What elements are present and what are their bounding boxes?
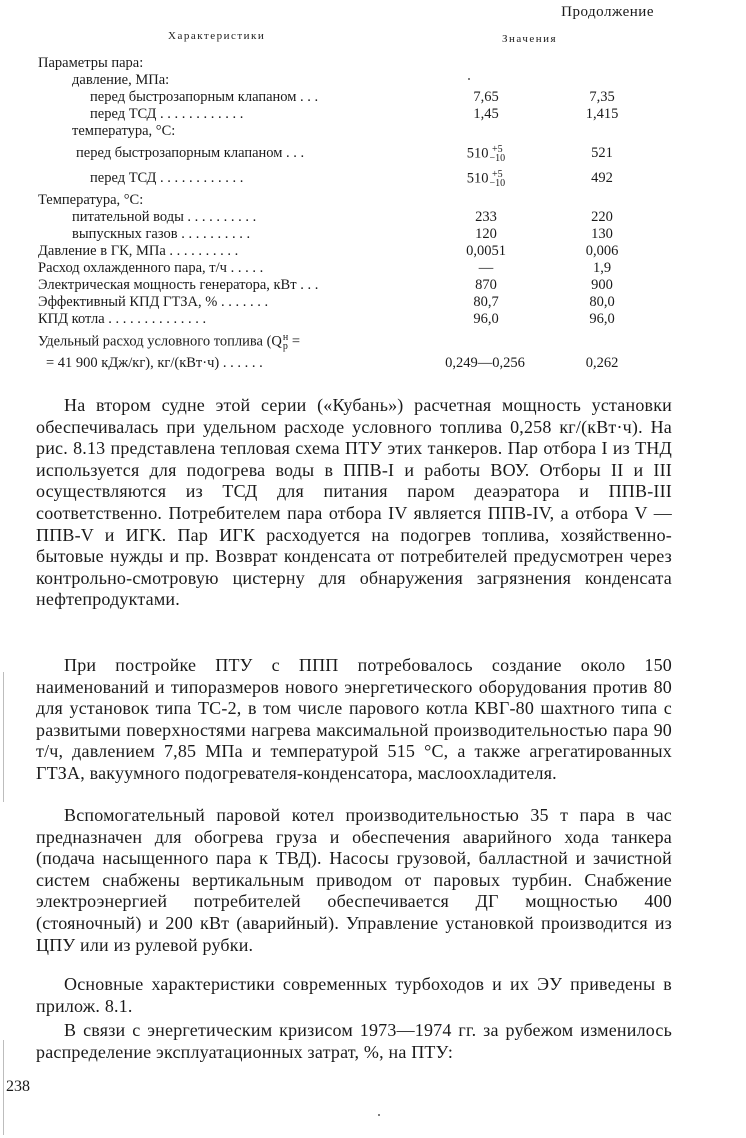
row-label: температура, °С: bbox=[72, 123, 176, 139]
page-number: 238 bbox=[6, 1078, 30, 1095]
tolerance-upper: +5 bbox=[492, 169, 503, 180]
row-label: Эффективный КПД ГТЗА, % . . . . . . . bbox=[38, 294, 269, 310]
value-second: 7,35 bbox=[589, 89, 615, 105]
tolerance-lower: −10 bbox=[489, 153, 506, 164]
row-label: перед ТСД . . . . . . . . . . . . bbox=[90, 170, 244, 186]
paragraph: В связи с энергетическим кризисом 1973—1974 гг. за рубежом изменилось распределение эксплуатационных затрат, %, на ПТУ: bbox=[36, 1020, 672, 1062]
value-second: 96,0 bbox=[589, 311, 615, 327]
row-label: перед ТСД . . . . . . . . . . . . bbox=[90, 106, 244, 122]
value-first: 120 bbox=[475, 226, 497, 242]
tolerance-upper: +5 bbox=[492, 144, 503, 155]
value-second: 80,0 bbox=[589, 294, 615, 310]
scan-speck bbox=[378, 1114, 380, 1116]
tolerance bbox=[490, 145, 506, 163]
row-label: давление, МПа: bbox=[72, 72, 170, 88]
paragraph: Основные характеристики современных турбоходов и их ЭУ приведены в прилож. 8.1. bbox=[36, 974, 672, 1016]
value-base: 510 bbox=[466, 145, 489, 162]
row-label: питательной воды . . . . . . . . . . bbox=[72, 209, 257, 225]
q-superscript: н bbox=[282, 332, 289, 343]
value-second: 0,006 bbox=[585, 243, 619, 259]
value-first: 0,249—0,256 bbox=[445, 355, 525, 371]
scan-speck bbox=[468, 78, 470, 80]
value-second: 130 bbox=[591, 226, 613, 242]
value-first: 96,0 bbox=[473, 311, 499, 327]
value-first: 1,45 bbox=[473, 106, 499, 122]
row-label: Электрическая мощность генератора, кВт . . . bbox=[38, 277, 319, 293]
row-label: Давление в ГК, МПа . . . . . . . . . . bbox=[38, 243, 239, 259]
value-second: 900 bbox=[591, 277, 613, 293]
row-label: перед быстрозапорным клапаном . . . bbox=[90, 89, 319, 105]
paragraph: На втором судне этой серии («Кубань») расчетная мощность установки обеспечивалась при удельном расходе условного топлива 0,258 кг/(кВт·ч). На рис. 8.13 представлена тепловая схема ПТУ этих танкеров. Пар отбора I из ТНД используется для подогрева воды в ППВ-I и работы ВОУ. Отборы II и III осуществляются из ТСД для питания паром деаэратора и ППВ-III соответственно. Потребителем пара отбора IV является ППВ-IV, а отбора V — ППВ-V и ИГК. Пар ИГК расходуется на подогрев топлива, хозяйственно-бытовые нужды и пр. Возврат конденсата от потребителей предусмотрен через контрольно-смотровую цистерну для обнаружения загрязнения конденсата нефтепродуктами. bbox=[36, 395, 672, 610]
row-label: Параметры пара: bbox=[38, 55, 144, 71]
value-base: 510 bbox=[466, 170, 489, 187]
value-second: 1,9 bbox=[592, 260, 612, 276]
scan-margin-line bbox=[3, 672, 4, 802]
row-label: КПД котла . . . . . . . . . . . . . . bbox=[38, 311, 207, 327]
row-label: Температура, °С: bbox=[38, 192, 144, 208]
value-first: 233 bbox=[475, 209, 497, 225]
value-first: 0,0051 bbox=[466, 243, 506, 259]
column-header-characteristics: Характеристики bbox=[168, 30, 266, 42]
value-first-with-tolerance bbox=[448, 145, 524, 163]
tolerance bbox=[490, 170, 506, 188]
label-tail: = bbox=[288, 333, 301, 350]
value-second: 492 bbox=[591, 170, 613, 186]
label-text: Удельный расход условного топлива (Q bbox=[38, 333, 282, 350]
tolerance-lower: −10 bbox=[489, 178, 506, 189]
value-first: 870 bbox=[475, 277, 497, 293]
q-subscript: р bbox=[282, 341, 288, 352]
paragraph: При постройке ПТУ с ППП потребовалось создание около 150 наименований и типоразмеров нового энергетического оборудования против 80 для установок типа ТС-2, в том числе парового котла КВГ-80 шахтного типа с развитыми поверхностями нагрева максимальной производительностью пара 90 т/ч, давлением 7,85 МПа и температурой 515 °С, а также агрегатированных ГТЗА, вакуумного подогревателя-конденсатора, маслоохладителя. bbox=[36, 655, 672, 783]
value-second: 0,262 bbox=[585, 355, 619, 371]
paragraph: Вспомогательный паровой котел производительностью 35 т пара в час предназначен для обогрева груза и обеспечения аварийного хода танкера (подача насыщенного пара к ТВД). Насосы грузовой, балластной и зачистной систем снабжены вертикальным приводом от паровых турбин. Снабжение электроэнергией потребителей обеспечивается ДГ мощностью 400 (стояночный) и 200 кВт (аварийный). Управление установкой производится из ЦПУ или из рулевой рубки. bbox=[36, 805, 672, 955]
scan-margin-line bbox=[3, 1040, 4, 1135]
row-label: выпускных газов . . . . . . . . . . bbox=[72, 226, 251, 242]
row-label: = 41 900 кДж/кг), кг/(кВт·ч) . . . . . . bbox=[46, 355, 263, 371]
column-header-values: Значения bbox=[502, 33, 558, 45]
continuation-label: Продолжение bbox=[561, 4, 654, 20]
row-label: перед быстрозапорным клапаном . . . bbox=[76, 145, 305, 161]
value-first: 80,7 bbox=[473, 294, 499, 310]
value-first: — bbox=[478, 260, 494, 276]
value-first-with-tolerance bbox=[448, 170, 524, 188]
value-first: 7,65 bbox=[473, 89, 499, 105]
value-second: 1,415 bbox=[585, 106, 619, 122]
row-label bbox=[38, 333, 300, 351]
value-second: 220 bbox=[591, 209, 613, 225]
row-label: Расход охлажденного пара, т/ч . . . . . bbox=[38, 260, 264, 276]
value-second: 521 bbox=[591, 145, 613, 161]
